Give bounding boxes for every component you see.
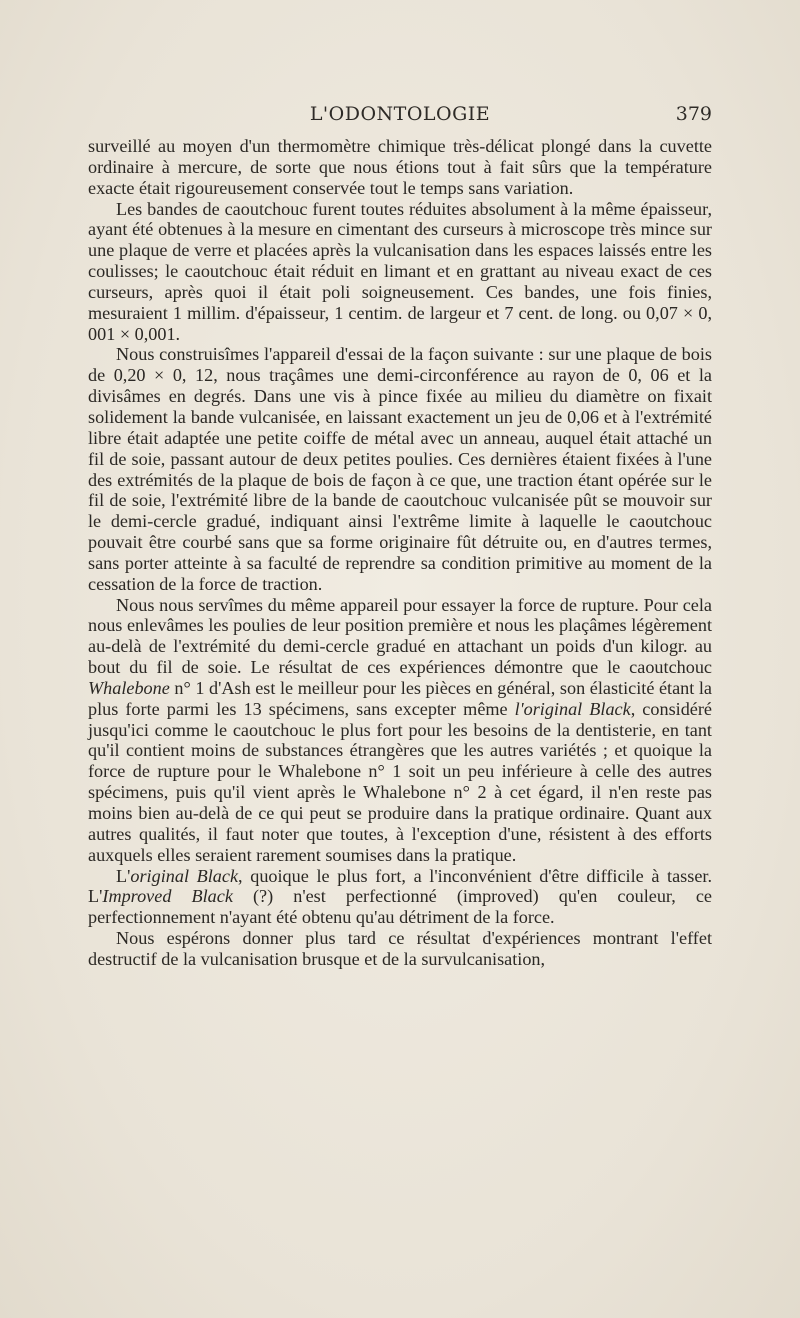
italic-term-original-black: l'original Black xyxy=(514,698,631,719)
text-run: Nous construisîmes l'appareil d'essai de la façon suivante : sur une plaque de bois de 0,20 × 0, 12, nous traçâmes une demi-circonférence au rayon de 0, 06 et la divisâmes en degrés. Dans une vis à pince fixée au milieu du diamètre on fixait solidement la bande vulcanisée, en laissant exactement un jeu de 0,06 et à l'extrémité libre était adaptée une petite coiffe de métal avec un anneau, auquel était attaché un fil de soie, passant autour de deux petites poulies. Ces dernières étaient fixées à l'une des extrémités de la plaque de bois de façon à ce que, une traction étant opérée sur le fil de soie, l'extrémité libre de la bande de caoutchouc vulcanisée pût se mouvoir sur le demi-cercle gradué, indiquant ainsi l'extrême limite à laquelle le caoutchouc pouvait être courbé sans que sa forme originaire fût détruite ou, en d'autres termes, sans porter atteinte à sa faculté de reprendre sa condition primitive au moment de la cessation de la force de traction. xyxy=(88,344,712,594)
italic-term-original-black: original Black xyxy=(130,865,239,886)
running-head: L'ODONTOLOGIE xyxy=(309,103,491,125)
text-run: , quoique le plus fort, a l'inconvénient d'être difficile à tasser. L' xyxy=(88,865,713,907)
page-number: 379 xyxy=(675,103,712,125)
paragraph-1 xyxy=(88,136,712,199)
text-run: Nous nous servîmes du même appareil pour essayer la force de rupture. Pour cela nous enlevâmes les poulies de leur position première et nous les plaçâmes légèrement au-delà de l'extrémité du demi-cercle gradué en attachant un poids d'un kilogr. au bout du fil de soie. Le résultat de ces expériences démontre que le caoutchouc xyxy=(88,594,712,678)
paragraph-4 xyxy=(88,595,712,866)
text-run: L' xyxy=(116,865,131,886)
italic-term-improved-black: Improved Black xyxy=(102,886,233,907)
text-run: Les bandes de caoutchouc furent toutes réduites absolument à la même épaisseur, ayant été obtenues à la mesure en cimentant des curseurs à microscope très mince sur une plaque de verre et placées après la vulcanisation dans les espaces laissés entre les coulisses; le caoutchouc était réduit en limant et en grattant au niveau exact de ces curseurs, après quoi il était poli soigneusement. Ces bandes, une fois finies, mesuraient 1 millim. d'épaisseur, 1 centim. de largeur et 7 cent. de long. ou 0,07 × 0, 001 × 0,001. xyxy=(88,198,712,344)
paragraph-6 xyxy=(88,928,712,970)
text-run: n° 1 d'Ash est le meilleur pour les pièces en général, son élasticité étant la plus forte parmi les 13 spécimens, sans excepter même xyxy=(88,677,712,719)
text-run: (?) n'est perfectionné (improved) qu'en couleur, ce perfectionnement n'ayant été obtenu qu'au détriment de la force. xyxy=(88,886,713,928)
paragraph-5 xyxy=(88,866,712,929)
body-text xyxy=(88,136,712,970)
italic-term-whalebone: Whalebone xyxy=(88,677,170,698)
page-header xyxy=(88,103,712,129)
paragraph-3 xyxy=(88,344,712,594)
text-run: surveillé au moyen d'un thermomètre chimique très-délicat plongé dans la cuvette ordinaire à mercure, de sorte que nous étions tout à fait sûrs que la température exacte était rigoureusement conservée tout le temps sans variation. xyxy=(88,136,712,198)
text-run: , considéré jusqu'ici comme le caoutchouc le plus fort pour les besoins de la dentisterie, en tant qu'il contient moins de substances étrangères que les autres variétés ; et quoique la force de rupture pour le Whalebone n° 1 soit un peu inférieure à celle des autres spécimens, puis qu'il vient après le Whalebone n° 2 à cet égard, il n'en reste pas moins bien au-delà de ce qui peut se produire dans la pratique ordinaire. Quant aux autres qualités, il faut noter que toutes, à l'exception d'une, résistent à des efforts auxquels elles seraient rarement soumises dans la pratique. xyxy=(88,698,712,865)
text-run: Nous espérons donner plus tard ce résultat d'expériences montrant l'effet destructif de la vulcanisation brusque et de la survulcanisation, xyxy=(88,928,712,969)
paragraph-2 xyxy=(88,199,712,345)
